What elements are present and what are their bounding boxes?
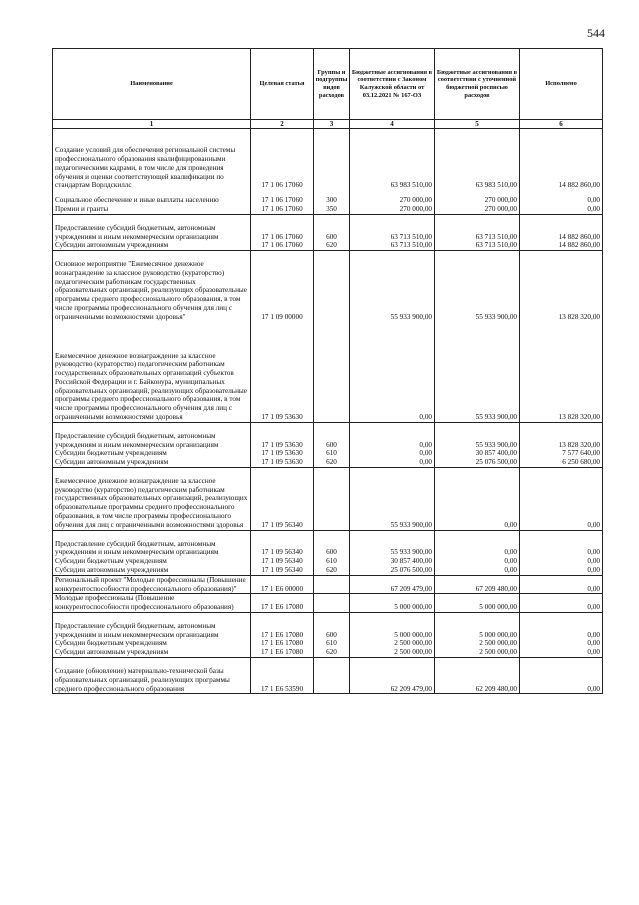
row-budget-law: 5 000 000,00	[350, 622, 435, 640]
row-group-code: 610	[314, 449, 350, 458]
row-name: Субсидии бюджетным учреждениям	[53, 557, 251, 566]
row-budget-law: 30 857 400,00	[350, 557, 435, 566]
row-group-code: 600	[314, 432, 350, 450]
row-budget-refined: 2 500 000,00	[435, 648, 520, 657]
row-budget-law: 0,00	[350, 449, 435, 458]
row-group-code: 610	[314, 557, 350, 566]
row-target-code: 17 1 09 56340	[251, 566, 314, 575]
row-budget-law: 63 713 510,00	[350, 224, 435, 242]
table-row	[53, 477, 603, 530]
row-name: Ежемесячное денежное вознаграждение за классное руководство (кураторство) педагогическим работникам государственных образовательных организаций, реализующих образовательные программы среднего профессионального образования, в том числе программы профессионального обучения для лиц с ограниченными возможностями здоровья	[53, 477, 251, 530]
row-executed: 14 882 860,00	[520, 224, 603, 242]
table-row	[53, 594, 603, 613]
row-target-code: 17 1 06 17060	[251, 146, 314, 190]
row-budget-law: 5 000 000,00	[350, 594, 435, 613]
row-budget-law: 67 209 479,00	[350, 575, 435, 594]
row-executed: 0,00	[520, 622, 603, 640]
column-number: 6	[520, 120, 603, 129]
table-row	[53, 639, 603, 648]
column-number: 2	[251, 120, 314, 129]
row-group-code	[314, 667, 350, 694]
row-name: Социальное обеспечение и иные выплаты населению	[53, 196, 251, 205]
table-row	[53, 224, 603, 242]
row-spacer	[53, 467, 603, 477]
row-target-code: 17 1 09 56340	[251, 557, 314, 566]
row-budget-refined: 0,00	[435, 477, 520, 530]
row-target-code: 17 1 E6 17080	[251, 622, 314, 640]
table-row	[53, 432, 603, 450]
row-name: Создание условий для обеспечения региональной системы профессионального образования квалифицированными педагогическими кадрами, в том числе для проведения обучения и оценки соответствующей квалификации по стандартам Ворлдскиллс	[53, 146, 251, 190]
row-budget-law: 25 076 500,00	[350, 566, 435, 575]
row-executed: 0,00	[520, 196, 603, 205]
row-group-code: 620	[314, 458, 350, 467]
table-row	[53, 575, 603, 594]
row-budget-refined: 62 209 480,00	[435, 667, 520, 694]
row-target-code: 17 1 09 53630	[251, 449, 314, 458]
row-target-code: 17 1 09 56340	[251, 540, 314, 558]
row-name: Молодые профессионалы (Повышение конкурентоспособности профессионального образования)	[53, 594, 251, 613]
row-budget-refined: 55 933 900,00	[435, 432, 520, 450]
row-budget-law: 0,00	[350, 352, 435, 423]
row-budget-refined: 0,00	[435, 540, 520, 558]
row-executed: 0,00	[520, 566, 603, 575]
row-name: Создание (обновление) материально-технической базы образовательных организаций, реализующих программы среднего профессионального образования	[53, 667, 251, 694]
row-executed: 0,00	[520, 667, 603, 694]
row-name: Субсидии бюджетным учреждениям	[53, 449, 251, 458]
row-group-code: 600	[314, 622, 350, 640]
row-executed: 0,00	[520, 477, 603, 530]
table-row	[53, 241, 603, 250]
column-number: 4	[350, 120, 435, 129]
header-target: Целевая статья	[251, 49, 314, 120]
column-number: 3	[314, 120, 350, 129]
row-name: Региональный проект "Молодые профессионалы (Повышение конкурентоспособности профессионального образования)"	[53, 575, 251, 594]
header-groups: Группы и подгруппы видов расходов	[314, 49, 350, 120]
row-budget-refined: 67 209 480,00	[435, 575, 520, 594]
row-executed: 0,00	[520, 639, 603, 648]
row-target-code: 17 1 09 53630	[251, 458, 314, 467]
row-group-code: 600	[314, 224, 350, 242]
row-target-code: 17 1 06 17060	[251, 224, 314, 242]
row-executed: 7 577 640,00	[520, 449, 603, 458]
table-row	[53, 205, 603, 214]
header-executed: Исполнено	[520, 49, 603, 120]
row-name: Предоставление субсидий бюджетным, автономным учреждениям и иным некоммерческим организациям	[53, 622, 251, 640]
row-executed: 0,00	[520, 540, 603, 558]
row-budget-refined: 2 500 000,00	[435, 639, 520, 648]
row-group-code	[314, 594, 350, 613]
budget-table	[52, 48, 603, 694]
table-row	[53, 449, 603, 458]
row-group-code	[314, 260, 350, 321]
row-budget-refined: 270 000,00	[435, 196, 520, 205]
row-target-code: 17 1 06 17060	[251, 196, 314, 205]
row-target-code: 17 1 E6 17080	[251, 648, 314, 657]
row-executed: 13 828 320,00	[520, 260, 603, 321]
row-name: Премии и гранты	[53, 205, 251, 214]
row-group-code: 300	[314, 196, 350, 205]
row-target-code: 17 1 E6 00000	[251, 575, 314, 594]
table-row	[53, 196, 603, 205]
row-group-code	[314, 352, 350, 423]
row-budget-refined: 30 857 400,00	[435, 449, 520, 458]
table-row	[53, 146, 603, 190]
table-row	[53, 667, 603, 694]
row-budget-law: 63 713 510,00	[350, 241, 435, 250]
row-group-code: 620	[314, 648, 350, 657]
column-number-row	[53, 120, 603, 129]
row-budget-law: 0,00	[350, 458, 435, 467]
row-name: Субсидии автономным учреждениям	[53, 241, 251, 250]
row-executed: 0,00	[520, 557, 603, 566]
page-number: 544	[587, 26, 605, 40]
row-executed: 0,00	[520, 648, 603, 657]
row-budget-law: 55 933 900,00	[350, 477, 435, 530]
column-number: 1	[53, 120, 251, 129]
row-target-code: 17 1 E6 17080	[251, 639, 314, 648]
row-budget-law: 270 000,00	[350, 196, 435, 205]
row-spacer	[53, 251, 603, 261]
row-name: Субсидии автономным учреждениям	[53, 648, 251, 657]
table-row	[53, 557, 603, 566]
row-budget-law: 0,00	[350, 432, 435, 450]
row-target-code: 17 1 09 00000	[251, 260, 314, 321]
row-executed: 0,00	[520, 205, 603, 214]
row-budget-law: 55 933 900,00	[350, 540, 435, 558]
row-name: Субсидии автономным учреждениям	[53, 458, 251, 467]
row-name: Субсидии автономным учреждениям	[53, 566, 251, 575]
row-name: Предоставление субсидий бюджетным, автономным учреждениям и иным некоммерческим организациям	[53, 432, 251, 450]
row-name: Субсидии бюджетным учреждениям	[53, 639, 251, 648]
row-group-code: 350	[314, 205, 350, 214]
row-spacer	[53, 322, 603, 352]
row-executed: 6 250 680,00	[520, 458, 603, 467]
row-budget-refined: 63 713 510,00	[435, 241, 520, 250]
row-executed: 0,00	[520, 575, 603, 594]
row-budget-law: 2 500 000,00	[350, 639, 435, 648]
row-budget-law: 2 500 000,00	[350, 648, 435, 657]
row-group-code	[314, 575, 350, 594]
table-body	[53, 129, 603, 694]
row-executed: 0,00	[520, 594, 603, 613]
table-row	[53, 648, 603, 657]
row-spacer	[53, 657, 603, 667]
row-budget-law: 63 983 510,00	[350, 146, 435, 190]
row-budget-refined: 270 000,00	[435, 205, 520, 214]
row-spacer	[53, 129, 603, 147]
row-budget-refined: 63 713 510,00	[435, 224, 520, 242]
table-row	[53, 352, 603, 423]
table-row	[53, 566, 603, 575]
row-executed: 14 882 860,00	[520, 241, 603, 250]
row-budget-refined: 0,00	[435, 566, 520, 575]
row-target-code: 17 1 09 53630	[251, 432, 314, 450]
row-target-code: 17 1 09 53630	[251, 352, 314, 423]
row-budget-refined: 25 076 500,00	[435, 458, 520, 467]
row-spacer	[53, 612, 603, 622]
row-group-code	[314, 146, 350, 190]
row-group-code: 620	[314, 241, 350, 250]
row-group-code: 610	[314, 639, 350, 648]
row-spacer	[53, 214, 603, 224]
row-group-code: 620	[314, 566, 350, 575]
header-budget-refined: Бюджетные ассигнования в соответствии с уточненной бюджетной росписью расходов	[435, 49, 520, 120]
row-name: Предоставление субсидий бюджетным, автономным учреждениям и иным некоммерческим организациям	[53, 224, 251, 242]
table-row	[53, 622, 603, 640]
row-budget-law: 55 933 900,00	[350, 260, 435, 321]
row-target-code: 17 1 06 17060	[251, 241, 314, 250]
row-budget-refined: 5 000 000,00	[435, 622, 520, 640]
header-name: Наименование	[53, 49, 251, 120]
row-group-code	[314, 477, 350, 530]
row-target-code: 17 1 06 17060	[251, 205, 314, 214]
table-row	[53, 540, 603, 558]
table-row	[53, 458, 603, 467]
row-budget-refined: 55 933 900,00	[435, 352, 520, 423]
row-budget-law: 62 209 479,00	[350, 667, 435, 694]
row-executed: 13 828 320,00	[520, 432, 603, 450]
row-budget-refined: 55 933 900,00	[435, 260, 520, 321]
row-target-code: 17 1 E6 17080	[251, 594, 314, 613]
row-target-code: 17 1 09 56340	[251, 477, 314, 530]
table-row	[53, 260, 603, 321]
header-budget-law: Бюджетные ассигнования в соответствии с Законом Калужской области от 03.12.2021 № 167-ОЗ	[350, 49, 435, 120]
row-spacer	[53, 530, 603, 540]
row-name: Предоставление субсидий бюджетным, автономным учреждениям и иным некоммерческим организациям	[53, 540, 251, 558]
row-name: Основное мероприятие "Ежемесячное денежное вознаграждение за классное руководство (кураторство) педагогическим работникам государственных образовательных организаций, реализующих образовательные программы среднего профессионального образования, в том числе программы профессионального обучения для лиц с ограниченными возможностями здоровья"	[53, 260, 251, 321]
row-target-code: 17 1 E6 53590	[251, 667, 314, 694]
row-budget-refined: 0,00	[435, 557, 520, 566]
row-budget-law: 270 000,00	[350, 205, 435, 214]
row-group-code: 600	[314, 540, 350, 558]
row-budget-refined: 5 000 000,00	[435, 594, 520, 613]
header-row	[53, 49, 603, 120]
row-executed: 13 828 320,00	[520, 352, 603, 423]
row-budget-refined: 63 983 510,00	[435, 146, 520, 190]
column-number: 5	[435, 120, 520, 129]
row-name: Ежемесячное денежное вознаграждение за классное руководство (кураторство) педагогическим работникам государственных образовательных организаций субъектов Российской Федерации и г. Байконура, муниципальных образовательных организаций, реализующих образовательные программы среднего профессионального образования, в том числе программы профессионального обучения для лиц с ограниченными возможностями здоровья	[53, 352, 251, 423]
row-executed: 14 882 860,00	[520, 146, 603, 190]
row-spacer	[53, 422, 603, 432]
